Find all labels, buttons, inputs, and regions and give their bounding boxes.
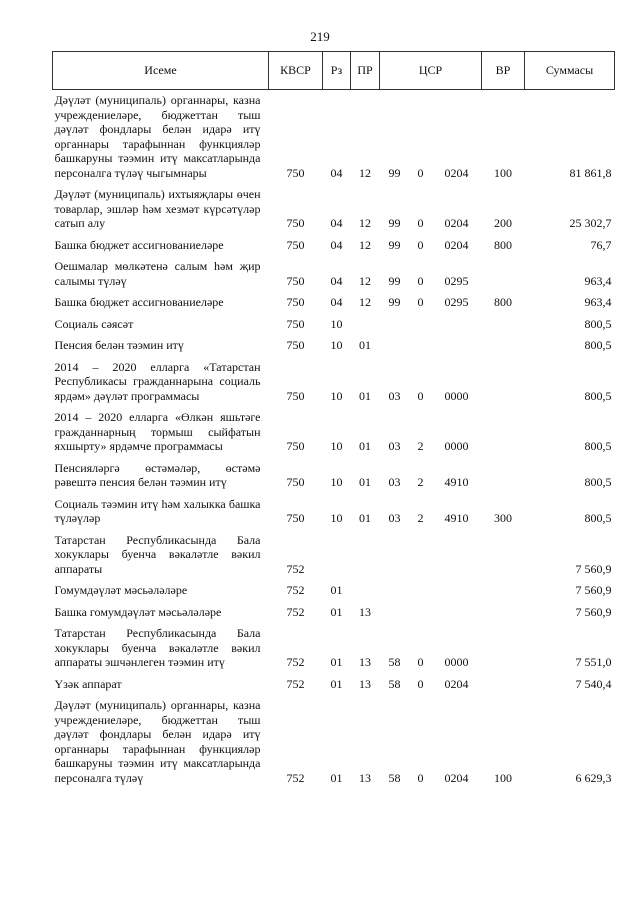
cell-csr-subprogram: 0: [417, 770, 424, 785]
cell-pr: 01: [359, 338, 371, 352]
table-row: [53, 530, 615, 581]
cell-kvsr: 750: [286, 237, 305, 252]
cell-vr: 100: [494, 770, 513, 785]
cell-csr-program: 58: [388, 770, 401, 785]
cell-csr-subprogram: [410, 530, 432, 581]
header-kvsr: КВСР: [269, 52, 323, 90]
cell-kvsr: 752: [286, 583, 305, 597]
cell-csr-code: [432, 314, 482, 336]
cell-rz: 10: [330, 338, 343, 352]
cell-name: Үзәк аппарат: [54, 676, 122, 691]
cell-csr-code: 0204: [444, 216, 469, 230]
cell-csr-subprogram: [410, 314, 432, 336]
cell-sum: 81 861,8: [569, 165, 612, 180]
cell-name: Пенсия белән тәэмин итү: [54, 338, 184, 352]
cell-rz: 04: [330, 165, 343, 180]
table-row: [53, 292, 615, 314]
cell-vr: [482, 623, 525, 674]
cell-rz: 04: [330, 273, 343, 288]
cell-csr-program: 58: [388, 655, 401, 669]
header-name: Исеме: [53, 52, 269, 90]
cell-kvsr: 752: [286, 655, 305, 669]
cell-csr-program: [380, 602, 410, 624]
cell-sum: 7 560,9: [575, 583, 612, 597]
cell-kvsr: 750: [286, 439, 305, 453]
header-vr: ВР: [482, 52, 525, 90]
cell-name: Гомумдәүләт мәсьәләләре: [54, 583, 188, 597]
cell-vr: 800: [494, 237, 513, 252]
cell-csr-code: 0295: [444, 273, 469, 288]
cell-vr: [482, 314, 525, 336]
table-body: [53, 90, 615, 790]
budget-table: [52, 51, 615, 789]
budget-table-container: [52, 51, 614, 789]
cell-name: Татарстан Республикасында Бала хокуклары буенча вәкаләтле вәкил аппараты: [54, 532, 261, 576]
cell-pr: 12: [359, 165, 371, 180]
table-row: [53, 695, 615, 789]
table-row: [53, 90, 615, 185]
header-sum: Суммасы: [525, 52, 615, 90]
cell-kvsr: 752: [286, 604, 305, 619]
cell-vr: [482, 530, 525, 581]
cell-kvsr: 750: [286, 273, 305, 288]
cell-kvsr: 750: [286, 216, 305, 230]
cell-sum: 800,5: [584, 338, 612, 352]
cell-csr-subprogram: 0: [417, 216, 424, 230]
cell-name: Башка бюджет ассигнованиеләре: [54, 237, 224, 252]
cell-kvsr: 750: [286, 388, 305, 403]
page-number: 219: [310, 29, 330, 44]
cell-rz: 10: [330, 475, 343, 489]
cell-pr: 12: [359, 216, 371, 230]
cell-kvsr: 750: [286, 316, 305, 331]
cell-rz: 04: [330, 237, 343, 252]
cell-rz: 01: [330, 583, 343, 597]
cell-csr-subprogram: 2: [417, 511, 424, 525]
cell-csr-program: 03: [388, 388, 401, 403]
cell-sum: 800,5: [584, 439, 612, 453]
cell-rz: 04: [330, 295, 343, 309]
table-row: [53, 184, 615, 235]
cell-pr: 12: [359, 237, 371, 252]
cell-sum: 76,7: [590, 237, 612, 252]
cell-sum: 6 629,3: [575, 770, 612, 785]
cell-rz: 01: [330, 770, 343, 785]
cell-name: 2014 – 2020 елларга «Өлкән яшьтәге гражданнарның тормыш сыйфатын яхшырту» ярдәмче программасы: [54, 410, 261, 453]
cell-name: Татарстан Республикасында Бала хокуклары буенча вәкаләтле вәкил аппараты эшчәнлеген тәэмин итү: [54, 626, 261, 669]
table-row: [53, 580, 615, 602]
cell-pr: 12: [359, 295, 371, 309]
cell-pr: 13: [359, 676, 371, 691]
cell-pr: 12: [359, 273, 371, 288]
cell-pr: 13: [359, 604, 371, 619]
table-row: [53, 256, 615, 292]
cell-kvsr: 750: [286, 165, 305, 180]
cell-csr-program: [380, 314, 410, 336]
cell-kvsr: 750: [286, 295, 305, 309]
cell-rz: [323, 530, 351, 581]
cell-vr: [482, 458, 525, 494]
cell-name: Дәүләт (муниципаль) органнары, казна учреждениеләре, бюджеттан тыш дәүләт фондлары белән идарә итү органнары тарафыннан функцияләр башкаруны тәэмин итү максатларында персоналга түләү чыгымнары: [54, 93, 261, 180]
cell-rz: 01: [330, 676, 343, 691]
cell-name: Социаль тәэмин итү һәм халыкка башка түләүләр: [54, 496, 261, 525]
cell-rz: 10: [330, 388, 343, 403]
cell-csr-code: 0204: [444, 165, 469, 180]
cell-sum: 25 302,7: [569, 216, 612, 230]
cell-vr: [482, 256, 525, 292]
header-rz: Рз: [323, 52, 351, 90]
cell-kvsr: 752: [286, 770, 305, 785]
table-row: [53, 674, 615, 696]
table-row: [53, 357, 615, 408]
cell-csr-code: [432, 602, 482, 624]
cell-pr: [351, 314, 380, 336]
cell-csr-subprogram: 0: [417, 388, 424, 403]
table-row: [53, 458, 615, 494]
cell-csr-program: [380, 580, 410, 602]
cell-vr: [482, 580, 525, 602]
cell-pr: 13: [359, 655, 371, 669]
cell-vr: 200: [494, 216, 513, 230]
cell-csr-program: 99: [388, 273, 401, 288]
cell-csr-program: 99: [388, 295, 401, 309]
cell-pr: 01: [359, 511, 371, 525]
cell-sum: 800,5: [584, 316, 612, 331]
cell-csr-program: [380, 530, 410, 581]
cell-csr-code: 0204: [444, 770, 469, 785]
cell-vr: 300: [494, 511, 513, 525]
cell-sum: 963,4: [584, 273, 612, 288]
table-row: [53, 602, 615, 624]
cell-vr: 100: [494, 165, 513, 180]
cell-rz: 04: [330, 216, 343, 230]
cell-csr-code: 4910: [444, 511, 469, 525]
cell-csr-subprogram: 0: [417, 273, 424, 288]
cell-csr-program: 58: [388, 676, 401, 691]
cell-rz: 10: [330, 316, 343, 331]
cell-csr-subprogram: 0: [417, 655, 424, 669]
cell-kvsr: 750: [286, 511, 305, 525]
cell-csr-code: 0000: [444, 439, 469, 453]
cell-csr-subprogram: 2: [417, 439, 424, 453]
table-row: [53, 623, 615, 674]
cell-vr: 800: [494, 295, 513, 309]
cell-rz: 10: [330, 511, 343, 525]
cell-csr-program: [380, 335, 410, 357]
cell-rz: 01: [330, 655, 343, 669]
cell-sum: 7 560,9: [575, 561, 612, 576]
cell-sum: 800,5: [584, 388, 612, 403]
cell-csr-subprogram: 0: [417, 295, 424, 309]
cell-csr-code: 0204: [444, 676, 469, 691]
header-csr: ЦСР: [380, 52, 482, 90]
cell-vr: [482, 335, 525, 357]
cell-csr-program: 03: [388, 439, 401, 453]
cell-csr-program: 03: [388, 511, 401, 525]
cell-kvsr: 752: [286, 676, 305, 691]
cell-sum: 963,4: [584, 295, 612, 309]
cell-sum: 7 540,4: [575, 676, 612, 691]
cell-csr-subprogram: [410, 602, 432, 624]
cell-name: Дәүләт (муниципаль) ихтыяҗлары өчен товарлар, эшләр һәм хезмәт күрсәтүләр сатып алу: [54, 187, 261, 230]
cell-kvsr: 750: [286, 475, 305, 489]
cell-pr: [351, 530, 380, 581]
cell-csr-subprogram: 0: [417, 165, 424, 180]
cell-csr-subprogram: 0: [417, 237, 424, 252]
cell-sum: 7 551,0: [575, 655, 612, 669]
cell-csr-code: 0295: [444, 295, 469, 309]
cell-name: Социаль сәясәт: [54, 316, 134, 331]
cell-csr-code: [432, 335, 482, 357]
cell-pr: 01: [359, 439, 371, 453]
cell-name: 2014 – 2020 елларга «Татарстан Республикасы гражданнарына социаль ярдәм» дәүләт программасы: [54, 359, 261, 403]
cell-vr: [482, 357, 525, 408]
cell-csr-subprogram: [410, 335, 432, 357]
cell-csr-code: 0204: [444, 237, 469, 252]
cell-rz: 01: [330, 604, 343, 619]
cell-pr: 01: [359, 388, 371, 403]
table-header: [53, 52, 615, 90]
cell-csr-program: 99: [388, 165, 401, 180]
cell-sum: 800,5: [584, 511, 612, 525]
table-row: [53, 335, 615, 357]
cell-kvsr: 752: [286, 561, 305, 576]
cell-rz: 10: [330, 439, 343, 453]
cell-csr-code: 0000: [444, 388, 469, 403]
cell-name: Пенсияләргә өстәмәләр, өстәмә рәвештә пенсия белән тәэмин итү: [54, 460, 261, 489]
cell-csr-program: 03: [388, 475, 401, 489]
cell-pr: 01: [359, 475, 371, 489]
cell-csr-code: [432, 580, 482, 602]
cell-csr-program: 99: [388, 216, 401, 230]
cell-vr: [482, 674, 525, 696]
cell-pr: 13: [359, 770, 371, 785]
table-row: [53, 407, 615, 458]
cell-sum: 7 560,9: [575, 604, 612, 619]
cell-csr-subprogram: 2: [417, 475, 424, 489]
table-row: [53, 314, 615, 336]
cell-csr-subprogram: [410, 580, 432, 602]
cell-name: Оешмалар мөлкәтенә салым һәм җир салымы түләү: [54, 259, 261, 288]
cell-csr-program: 99: [388, 237, 401, 252]
cell-pr: [351, 580, 380, 602]
cell-name: Башка бюджет ассигнованиеләре: [54, 295, 224, 309]
cell-csr-code: 0000: [444, 655, 469, 669]
cell-name: Дәүләт (муниципаль) органнары, казна учреждениеләре, бюджеттан тыш дәүләт фондлары белән идарә итү органнары тарафыннан функцияләр башкаруны тәэмин итү максатларында персоналга түләү: [54, 698, 261, 785]
cell-vr: [482, 602, 525, 624]
cell-kvsr: 750: [286, 338, 305, 352]
cell-name: Башка гомумдәүләт мәсьәләләре: [54, 604, 222, 619]
header-pr: ПР: [351, 52, 380, 90]
cell-csr-code: 4910: [444, 475, 469, 489]
cell-vr: [482, 407, 525, 458]
cell-csr-subprogram: 0: [417, 676, 424, 691]
table-row: [53, 494, 615, 530]
table-row: [53, 235, 615, 257]
cell-sum: 800,5: [584, 475, 612, 489]
cell-csr-code: [432, 530, 482, 581]
